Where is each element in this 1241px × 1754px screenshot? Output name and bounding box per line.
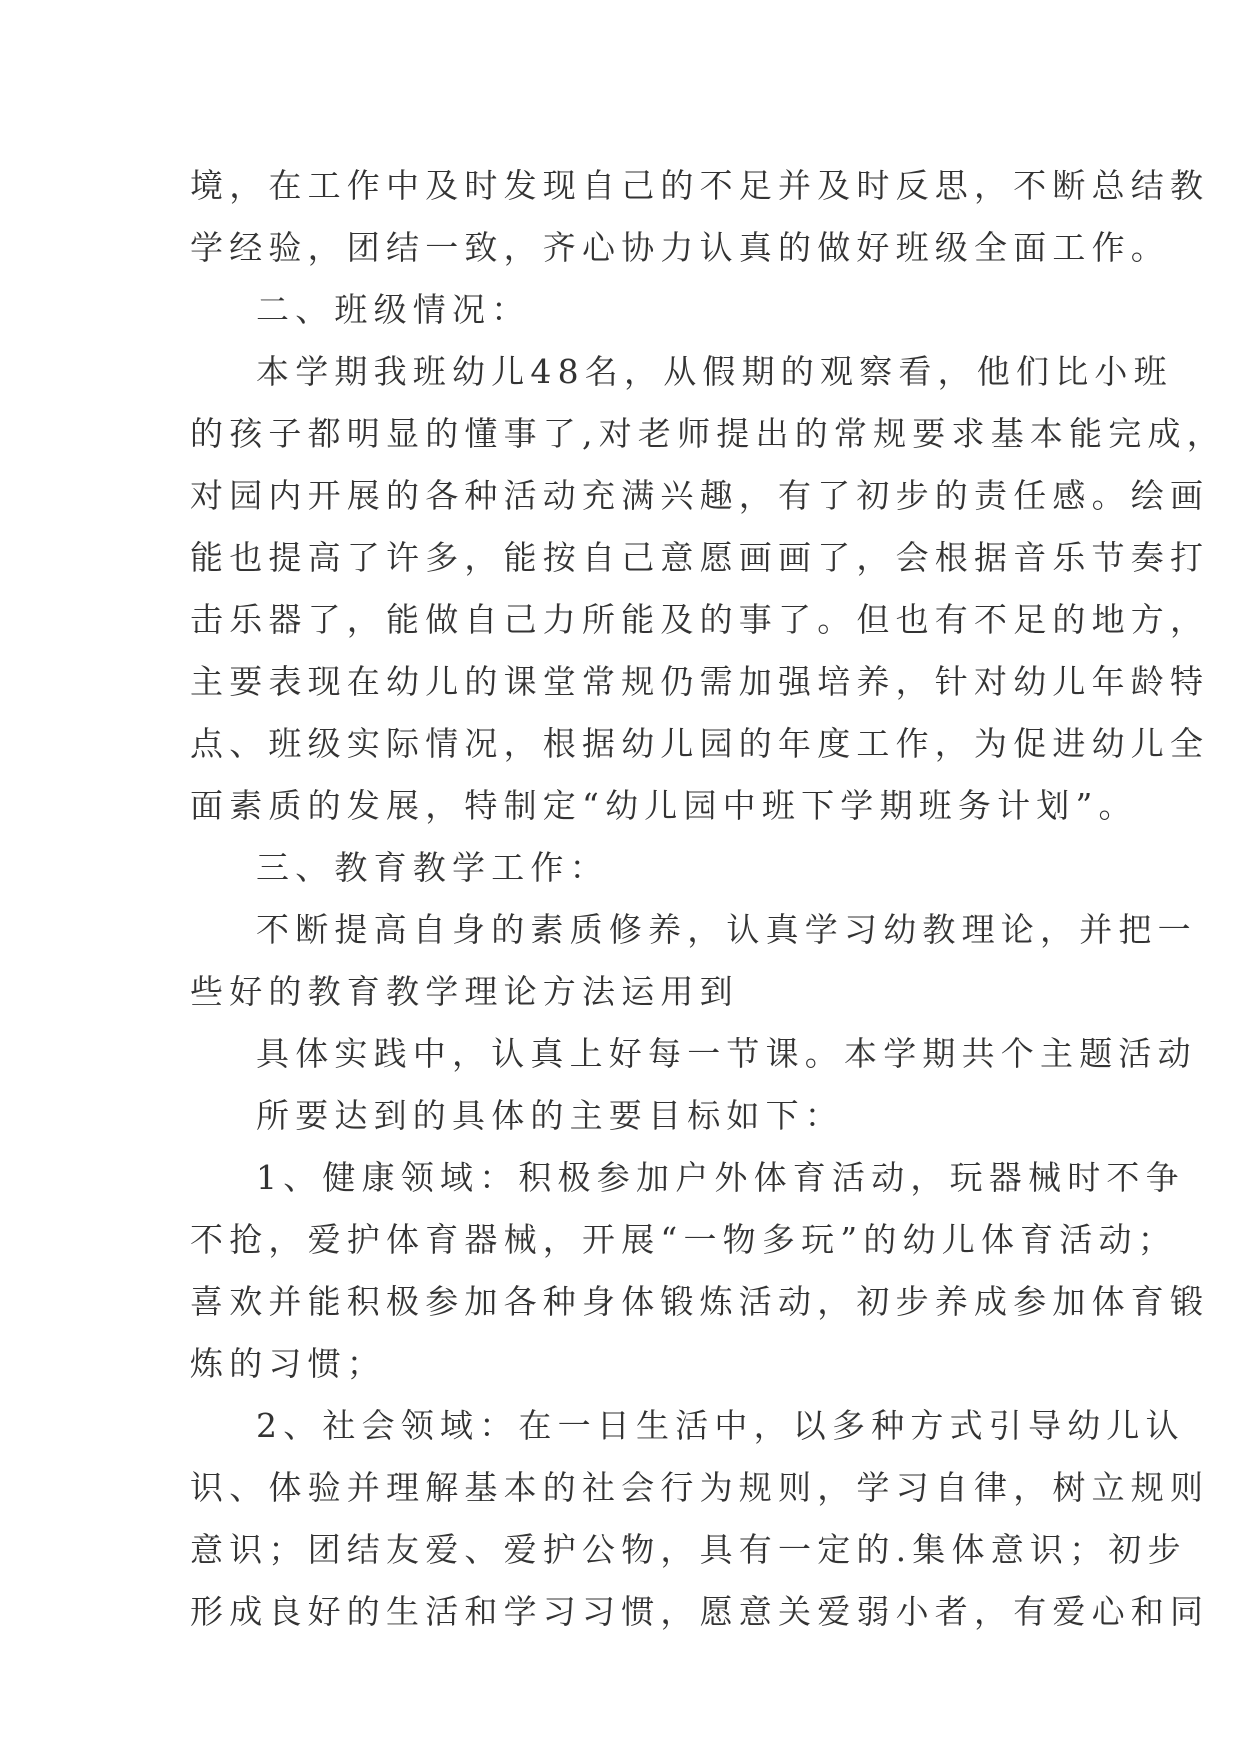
list-item-social: 2、社会领域：在一日生活中，以多种方式引导幼儿认 xyxy=(256,1406,1185,1445)
text-line: 些好的教育教学理论方法运用到 xyxy=(190,972,739,1011)
section-heading: 三、教育教学工作： xyxy=(256,848,609,887)
text-line: 击乐器了，能做自己力所能及的事了。但也有不足的地方， xyxy=(190,600,1210,639)
text-line: 面素质的发展，特制定“幼儿园中班下学期班务计划”。 xyxy=(190,786,1138,825)
document-body xyxy=(190,155,1226,1643)
text-line: 具体实践中，认真上好每一节课。本学期共个主题活动 xyxy=(256,1034,1197,1073)
text-line: 的孩子都明显的懂事了,对老师提出的常规要求基本能完成， xyxy=(190,414,1226,453)
section-heading: 二、班级情况： xyxy=(256,290,531,329)
text-line: 所要达到的具体的主要目标如下： xyxy=(256,1096,844,1135)
list-item-health: 1、健康领域：积极参加户外体育活动，玩器械时不争 xyxy=(256,1158,1185,1197)
text-line: 主要表现在幼儿的课堂常规仍需加强培养，针对幼儿年龄特 xyxy=(190,662,1210,701)
text-line: 不断提高自身的素质修养，认真学习幼教理论，并把一 xyxy=(256,910,1197,949)
text-line: 点、班级实际情况，根据幼儿园的年度工作，为促进幼儿全 xyxy=(190,724,1210,763)
text-line: 本学期我班幼儿48名，从假期的观察看，他们比小班 xyxy=(256,352,1173,391)
text-line: 意识；团结友爱、爱护公物，具有一定的.集体意识；初步 xyxy=(190,1530,1187,1569)
text-line: 学经验，团结一致，齐心协力认真的做好班级全面工作。 xyxy=(190,228,1170,267)
text-line: 喜欢并能积极参加各种身体锻炼活动，初步养成参加体育锻 xyxy=(190,1282,1210,1321)
text-line: 能也提高了许多，能按自己意愿画画了，会根据音乐节奏打 xyxy=(190,538,1210,577)
text-line: 形成良好的生活和学习习惯，愿意关爱弱小者，有爱心和同 xyxy=(190,1592,1210,1631)
text-line: 不抢，爱护体育器械，开展“一物多玩”的幼儿体育活动； xyxy=(190,1220,1177,1259)
text-line: 识、体验并理解基本的社会行为规则，学习自律，树立规则 xyxy=(190,1468,1210,1507)
text-line: 炼的习惯； xyxy=(190,1344,386,1383)
text-line: 对园内开展的各种活动充满兴趣，有了初步的责任感。绘画 xyxy=(190,476,1210,515)
text-line: 境，在工作中及时发现自己的不足并及时反思，不断总结教 xyxy=(190,166,1210,205)
